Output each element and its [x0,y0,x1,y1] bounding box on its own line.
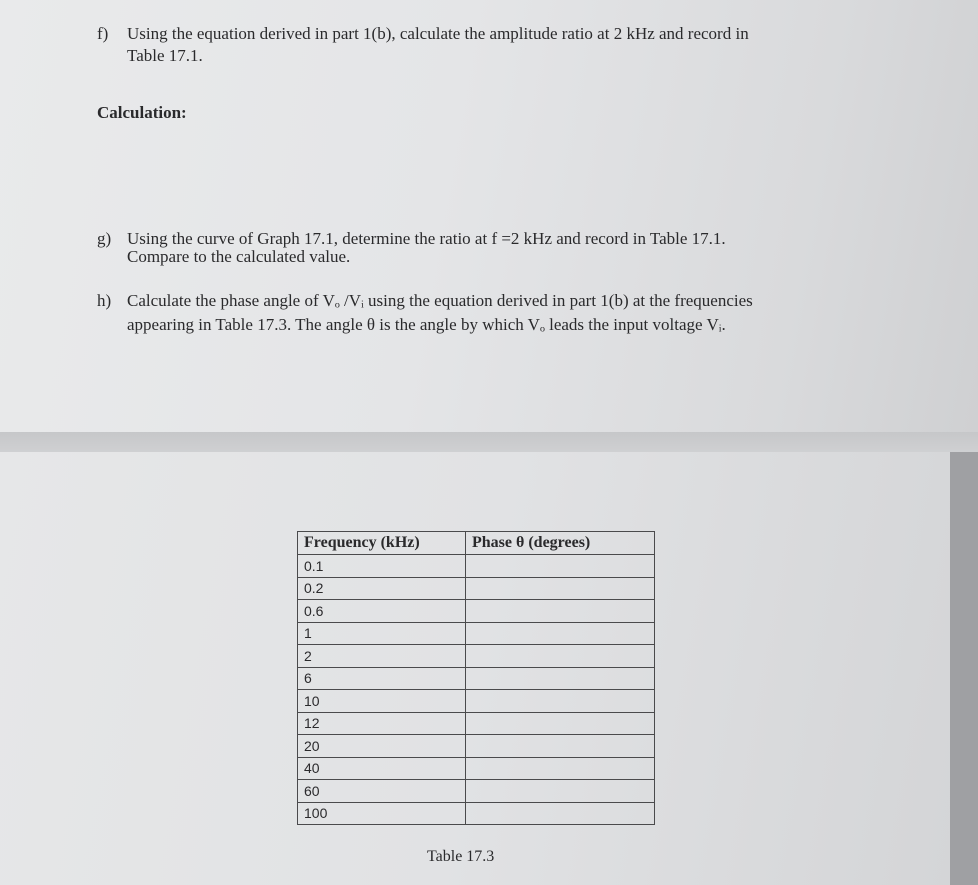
page-separator [0,432,978,452]
item-h-line-1: Calculate the phase angle of Vₒ /Vᵢ using the equation derived in part 1(b) at the frequencies [127,291,753,310]
phase-cell[interactable] [466,645,655,668]
table-caption: Table 17.3 [427,848,495,865]
frequency-cell: 2 [298,645,466,668]
phase-cell[interactable] [466,735,655,758]
frequency-cell: 6 [298,667,466,690]
frequency-cell: 1 [298,622,466,645]
phase-cell[interactable] [466,577,655,600]
frequency-cell: 0.6 [298,600,466,623]
phase-cell[interactable] [466,780,655,803]
table-row [298,645,655,668]
frequency-cell: 100 [298,802,466,825]
phase-cell[interactable] [466,555,655,578]
table-row [298,757,655,780]
frequency-cell: 12 [298,712,466,735]
table-row [298,735,655,758]
item-f-line-2: Table 17.1. [127,46,203,65]
frequency-cell: 20 [298,735,466,758]
page-edge [950,452,978,885]
item-h-marker: h) [97,291,112,310]
item-h-line-2: appearing in Table 17.3. The angle θ is the angle by which Vₒ leads the input voltage Vᵢ. [127,315,726,334]
table-row [298,712,655,735]
phase-cell[interactable] [466,757,655,780]
item-g [97,229,857,273]
table-row [298,690,655,713]
calculation-heading: Calculation: [97,103,187,122]
table-header-row [298,532,655,555]
table-row [298,780,655,803]
phase-cell[interactable] [466,802,655,825]
frequency-cell: 60 [298,780,466,803]
frequency-column-header: Frequency (kHz) [298,532,466,555]
phase-cell[interactable] [466,690,655,713]
phase-cell[interactable] [466,622,655,645]
frequency-cell: 10 [298,690,466,713]
phase-table [297,531,655,825]
phase-column-header: Phase θ (degrees) [466,532,655,555]
table-row [298,600,655,623]
item-g-marker: g) [97,229,112,248]
frequency-cell: 0.2 [298,577,466,600]
item-h [97,291,857,339]
frequency-cell: 0.1 [298,555,466,578]
item-g-line-2: Compare to the calculated value. [127,247,351,266]
table-row [298,622,655,645]
phase-cell[interactable] [466,712,655,735]
table-row [298,555,655,578]
item-f-marker: f) [97,24,109,43]
table-row [298,577,655,600]
item-f-line-1: Using the equation derived in part 1(b), calculate the amplitude ratio at 2 kHz and record in [127,24,749,43]
frequency-cell: 40 [298,757,466,780]
table-row [298,802,655,825]
phase-cell[interactable] [466,667,655,690]
item-f [97,24,857,68]
phase-cell[interactable] [466,600,655,623]
table-row [298,667,655,690]
item-g-line-1: Using the curve of Graph 17.1, determine the ratio at f =2 kHz and record in Table 17.1. [127,229,726,248]
